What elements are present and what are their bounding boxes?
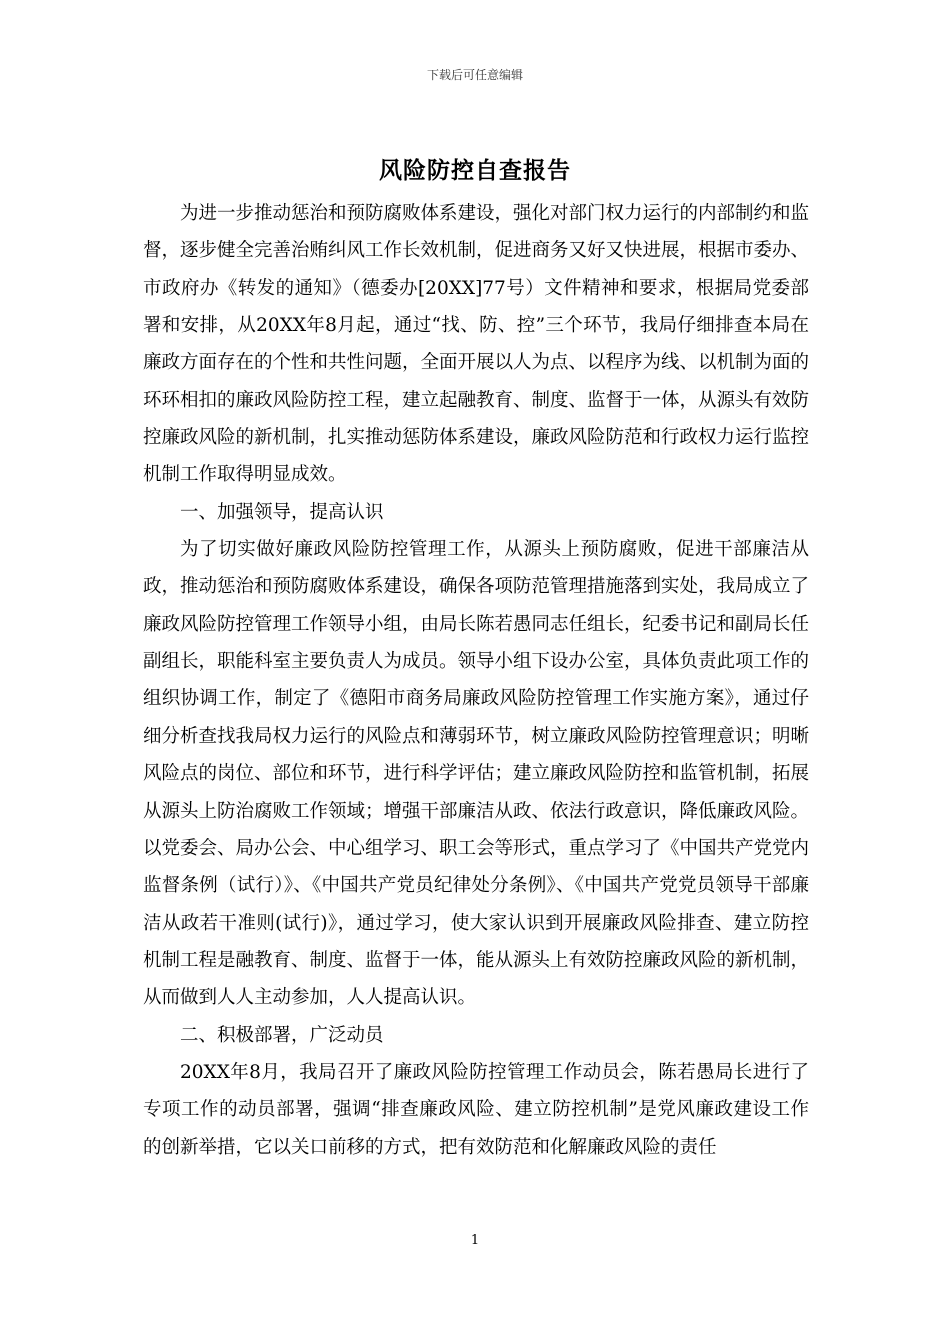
paragraph-section-1: 为了切实做好廉政风险防控管理工作，从源头上预防腐败，促进干部廉洁从政，推动惩治和预防腐败体系建设，确保各项防范管理措施落到实处，我局成立了廉政风险防控管理工作领导小组，由局长陈若愚同志任组长，纪委书记和副局长任副组长，职能科室主要负责人为成员。领导小组下设办公室，具体负责此项工作的组织协调工作，制定了《德阳市商务局廉政风险防控管理工作实施方案》，通过仔细分析查找我局权力运行的风险点和薄弱环节，树立廉政风险防控管理意识；明晰风险点的岗位、部位和环节，进行科学评估；建立廉政风险防控和监管机制，拓展从源头上防治腐败工作领域；增强干部廉洁从政、依法行政意识，降低廉政风险。以党委会、局办公会、中心组学习、职工会等形式，重点学习了《中国共产党党内监督条例（试行）》、《中国共产党员纪律处分条例》、《中国共产党党员领导干部廉洁从政若干准则(试行)》，通过学习，使大家认识到开展廉政风险排查、建立防控机制工程是融教育、制度、监督于一体，能从源头上有效防控廉政风险的新机制，从而做到人人主动参加，人人提高认识。 (143, 539, 810, 1009)
document-body (143, 195, 809, 1166)
document-title: 风险防控自查报告 (379, 157, 571, 184)
section-heading-1: 一、加强领导，提高认识 (180, 501, 384, 523)
section-heading-2: 二、积极部署，广泛动员 (180, 1024, 384, 1046)
page-header-note: 下载后可任意编辑 (426, 68, 523, 82)
paragraph-intro: 为进一步推动惩治和预防腐败体系建设，强化对部门权力运行的内部制约和监督，逐步健全完善治贿纠风工作长效机制，促进商务又好又快进展，根据市委办、市政府办《转发的通知》（德委办[20XX]77号）文件精神和要求，根据局党委部署和安排，从20XX年8月起，通过“找、防、控”三个环节，我局仔细排查本局在廉政方面存在的个性和共性问题，全面开展以人为点、以程序为线、以机制为面的环环相扣的廉政风险防控工程，建立起融教育、制度、监督于一体，从源头有效防控廉政风险的新机制，扎实推动惩防体系建设，廉政风险防范和行政权力运行监控机制工作取得明显成效。 (143, 203, 810, 486)
paragraph-section-2: 20XX年8月，我局召开了廉政风险防控管理工作动员会，陈若愚局长进行了专项工作的动员部署，强调“排查廉政风险、建立防控机制”是党风廉政建设工作的创新举措，它以关口前移的方式，把有效防范和化解廉政风险的责任 (143, 1061, 809, 1158)
page-number: 1 (470, 1233, 480, 1248)
